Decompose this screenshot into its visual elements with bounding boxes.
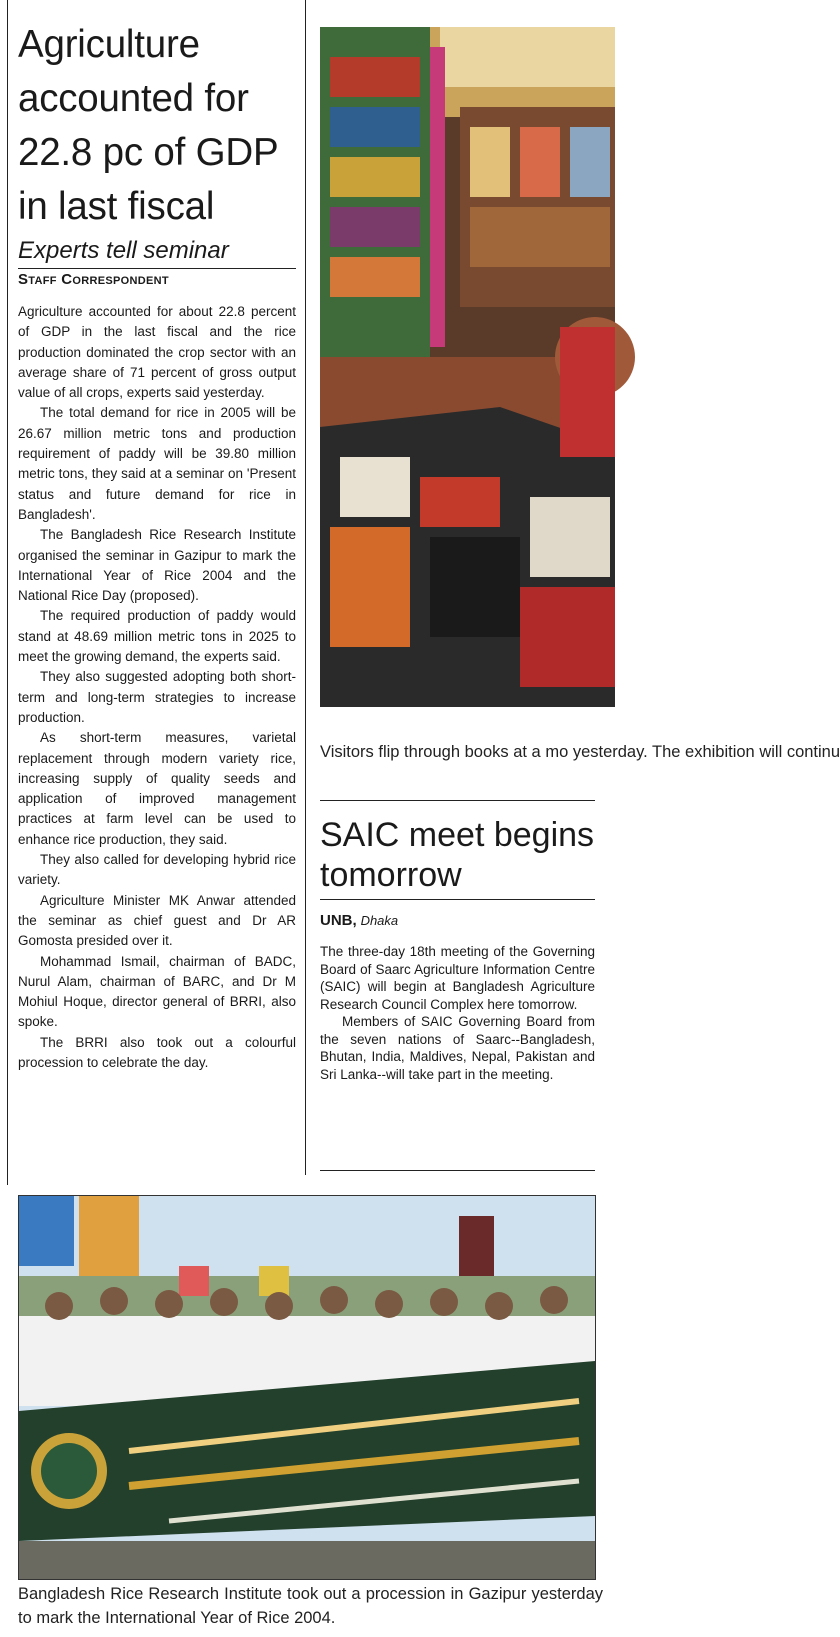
saic-agency: UNB, — [320, 912, 357, 929]
procession-photo — [18, 1195, 596, 1580]
article-paragraph: The BRRI also took out a colourful procession to celebrate the day. — [18, 1034, 296, 1070]
saic-paragraph: The three-day 18th meeting of the Governing Board of Saarc Agriculture Information Centre (SAIC) will begin at Bangladesh Agriculture Research Council Complex here tomorrow. — [320, 944, 595, 1012]
saic-body — [320, 943, 595, 1083]
column-rule-middle — [305, 0, 306, 1175]
article-paragraph: Agriculture accounted for about 22.8 percent of GDP in the last fiscal and the rice production dominated the crop sector with an average share of 71 percent of gross output value of all crops, experts said yesterday. — [18, 304, 296, 401]
saic-byline — [320, 912, 595, 929]
article-paragraph: The required production of paddy would stand at 48.69 million metric tons in 2025 to meet the growing demand, the experts said. — [18, 608, 296, 665]
byline-divider — [18, 268, 296, 269]
article-paragraph: The Bangladesh Rice Research Institute organised the seminar in Gazipur to mark the International Year of Rice 2004 and the National Rice Day (proposed). — [18, 527, 296, 604]
saic-article — [320, 815, 595, 1083]
article-paragraph: As short-term measures, varietal replacement through modern variety rice, increasing supply of quality seeds and application of improved management practices at farm level can be used to enhance rice production, they said. — [18, 730, 296, 847]
column-rule-left — [7, 0, 8, 1185]
article-headline: Agriculture accounted for 22.8 pc of GDP in last fiscal — [18, 23, 278, 228]
article-paragraph: They also called for developing hybrid rice variety. — [18, 852, 296, 888]
saic-end-divider — [320, 1170, 595, 1171]
article-subhead: Experts tell seminar — [18, 237, 229, 264]
saic-dateline: Dhaka — [360, 913, 399, 928]
article-paragraph: They also suggested adopting both short-term and long-term strategies to increase production. — [18, 669, 296, 725]
saic-paragraph: Members of SAIC Governing Board from the seven nations of Saarc--Bangladesh, Bhutan, India, Maldives, Nepal, Pakistan and Sri Lanka--will take part in the meeting. — [320, 1014, 595, 1082]
saic-headline-divider — [320, 899, 595, 900]
caption-divider — [320, 800, 595, 801]
article-paragraph: The total demand for rice in 2005 will be 26.67 million metric tons and production requirement of paddy will be 39.80 million metric tons, they said at a seminar on 'Present status and future demand for rice in Bangladesh'. — [18, 405, 296, 522]
saic-headline: SAIC meet begins tomorrow — [320, 816, 595, 894]
main-article — [18, 18, 296, 1073]
article-body — [18, 302, 296, 1073]
procession-photo-caption: Bangladesh Rice Research Institute took out a procession in Gazipur yesterday to mark the International Year of Rice 2004. — [18, 1585, 603, 1627]
article-byline: Staff Correspondent — [18, 271, 169, 288]
bookstore-photo-caption: Visitors flip through books at a mo yesterday. The exhibition will continu — [320, 743, 840, 761]
article-paragraph: Mohammad Ismail, chairman of BADC, Nurul Alam, chairman of BARC, and Dr M Mohiul Hoque, director general of BRRI, also spoke. — [18, 953, 296, 1030]
article-paragraph: Agriculture Minister MK Anwar attended the seminar as chief guest and Dr AR Gomosta presided over it. — [18, 892, 296, 949]
bookstore-photo — [320, 27, 615, 707]
